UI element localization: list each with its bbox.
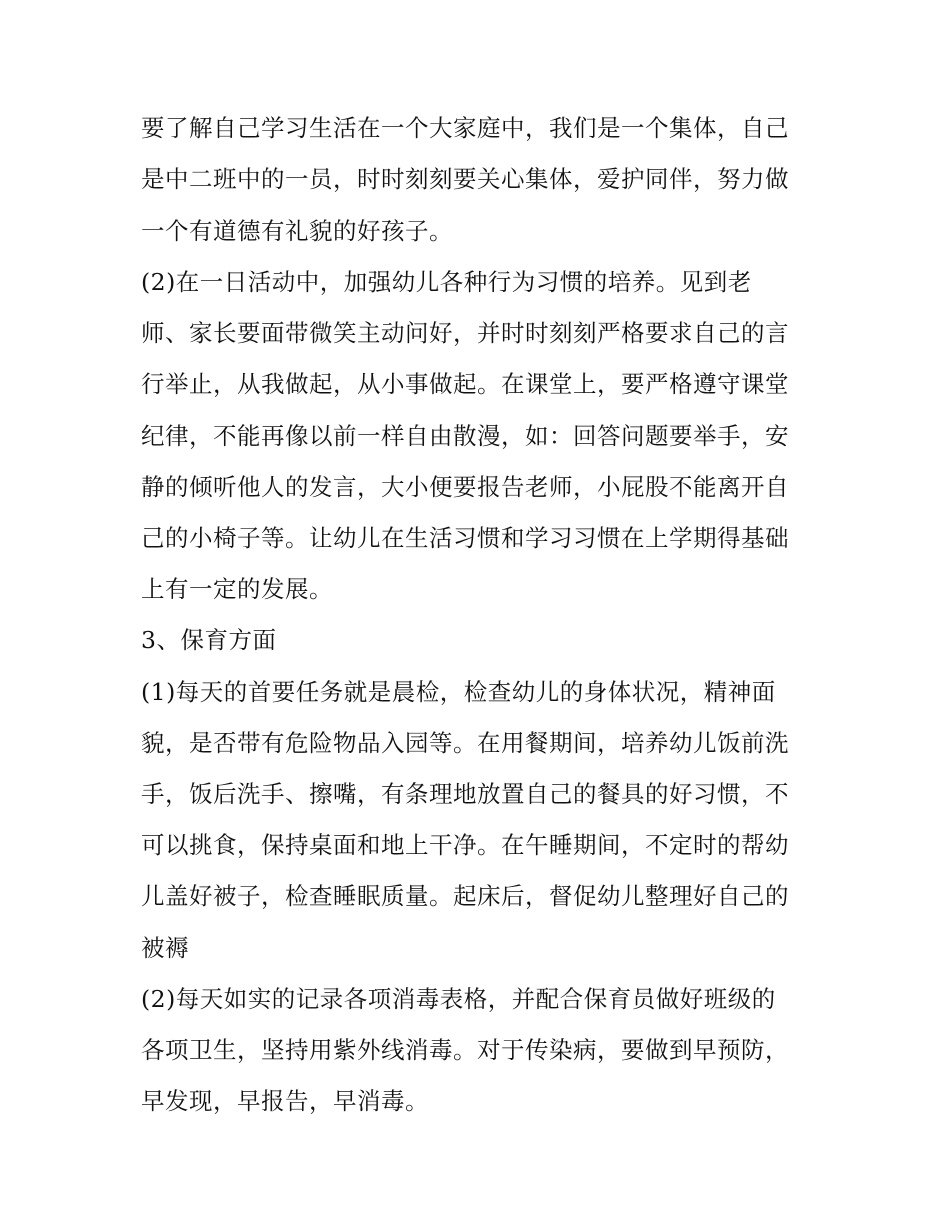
text-line: 各项卫生，坚持用紫外线消毒。对于传染病，要做到早预防， <box>141 1036 789 1064</box>
text-line: 静的倾听他人的发言，大小便要报告老师，小屁股不能离开自 <box>141 473 789 501</box>
text-line: 行举止，从我做起，从小事做起。在课堂上，要严格遵守课堂 <box>141 370 789 398</box>
section-heading: 3、保育方面 <box>141 626 277 654</box>
text-line: (2)每天如实的记录各项消毒表格，并配合保育员做好班级的 <box>141 985 776 1013</box>
text-line: 早发现，早报告，早消毒。 <box>141 1087 429 1115</box>
text-line: 师、家长要面带微笑主动问好，并时时刻刻严格要求自己的言 <box>141 319 789 347</box>
text-line: 可以挑食，保持桌面和地上干净。在午睡期间，不定时的帮幼 <box>141 831 789 859</box>
text-line: 一个有道德有礼貌的好孩子。 <box>141 217 453 245</box>
text-line: (1)每天的首要任务就是晨检，检查幼儿的身体状况，精神面 <box>141 678 776 706</box>
text-line: (2)在一日活动中，加强幼儿各种行为习惯的培养。见到老 <box>141 268 752 296</box>
text-line: 纪律，不能再像以前一样自由散漫，如：回答问题要举手，安 <box>141 422 789 450</box>
text-line: 要了解自己学习生活在一个大家庭中，我们是一个集体，自己 <box>141 114 789 142</box>
text-line: 是中二班中的一员，时时刻刻要关心集体，爱护同伴，努力做 <box>141 165 789 193</box>
text-line: 貌，是否带有危险物品入园等。在用餐期间，培养幼儿饭前洗 <box>141 729 789 757</box>
text-line: 儿盖好被子，检查睡眠质量。起床后，督促幼儿整理好自己的 <box>141 882 789 910</box>
text-line: 被褥 <box>141 934 189 962</box>
text-line: 上有一定的发展。 <box>141 575 333 603</box>
text-line: 己的小椅子等。让幼儿在生活习惯和学习习惯在上学期得基础 <box>141 524 789 552</box>
text-line: 手，饭后洗手、擦嘴，有条理地放置自己的餐具的好习惯，不 <box>141 780 789 808</box>
